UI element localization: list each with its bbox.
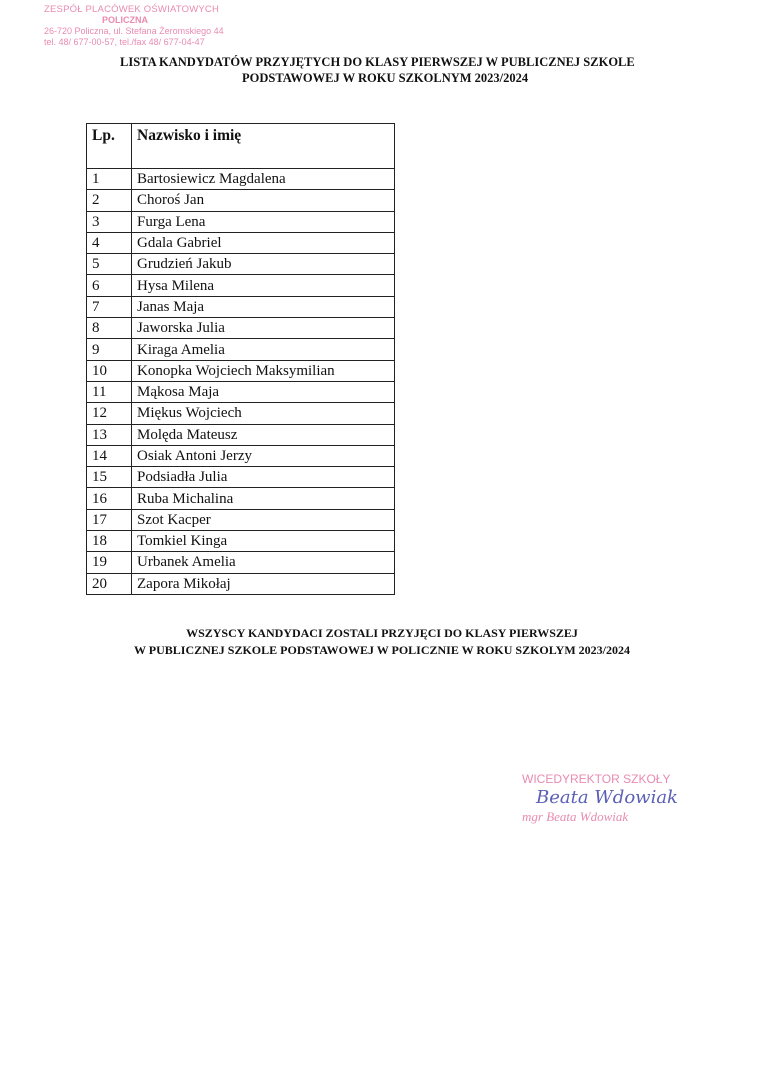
- candidates-table: [86, 123, 395, 595]
- candidate-name: Gdala Gabriel: [132, 232, 395, 253]
- table-row: [87, 254, 395, 275]
- candidate-name: Jaworska Julia: [132, 318, 395, 339]
- row-number: 13: [87, 424, 132, 445]
- row-number: 11: [87, 381, 132, 402]
- candidate-name: Hysa Milena: [132, 275, 395, 296]
- candidate-name: Kiraga Amelia: [132, 339, 395, 360]
- table-header-row: [87, 124, 395, 169]
- row-number: 20: [87, 573, 132, 594]
- row-number: 15: [87, 467, 132, 488]
- title-line-1: LISTA KANDYDATÓW PRZYJĘTYCH DO KLASY PIERWSZEJ W PUBLICZNEJ SZKOLE: [120, 55, 635, 69]
- title-line-2: PODSTAWOWEJ W ROKU SZKOLNYM 2023/2024: [242, 71, 529, 85]
- signer-role: WICEDYREKTOR SZKOŁY: [522, 772, 671, 786]
- row-number: 10: [87, 360, 132, 381]
- row-number: 1: [87, 169, 132, 190]
- table-row: [87, 232, 395, 253]
- candidate-name: Szot Kacper: [132, 509, 395, 530]
- header-lp: Lp.: [87, 124, 132, 169]
- row-number: 17: [87, 509, 132, 530]
- candidate-name: Ruba Michalina: [132, 488, 395, 509]
- candidate-name: Urbanek Amelia: [132, 552, 395, 573]
- table-row: [87, 488, 395, 509]
- stamp-line: 26-720 Policzna, ul. Stefana Żeromskiego 44: [44, 26, 224, 36]
- table-row: [87, 467, 395, 488]
- row-number: 3: [87, 211, 132, 232]
- candidate-name: Molęda Mateusz: [132, 424, 395, 445]
- row-number: 5: [87, 254, 132, 275]
- table-body: [87, 169, 395, 595]
- row-number: 12: [87, 403, 132, 424]
- row-number: 18: [87, 531, 132, 552]
- table-row: [87, 445, 395, 466]
- table-row: [87, 424, 395, 445]
- candidate-name: Bartosiewicz Magdalena: [132, 169, 395, 190]
- candidate-name: Janas Maja: [132, 296, 395, 317]
- row-number: 19: [87, 552, 132, 573]
- candidate-name: Grudzień Jakub: [132, 254, 395, 275]
- header-name: Nazwisko i imię: [132, 124, 395, 169]
- stamp-line: POLICZNA: [102, 15, 148, 25]
- table-row: [87, 318, 395, 339]
- table-row: [87, 573, 395, 594]
- candidate-name: Choroś Jan: [132, 190, 395, 211]
- table-row: [87, 552, 395, 573]
- table-row: [87, 211, 395, 232]
- table-row: [87, 339, 395, 360]
- candidate-name: Podsiadła Julia: [132, 467, 395, 488]
- candidate-name: Tomkiel Kinga: [132, 531, 395, 552]
- handwritten-signature: Beata Wdowiak: [536, 787, 678, 808]
- row-number: 16: [87, 488, 132, 509]
- row-number: 14: [87, 445, 132, 466]
- table-row: [87, 403, 395, 424]
- table-row: [87, 360, 395, 381]
- stamp-line: tel. 48/ 677-00-57, tel./fax 48/ 677-04-47: [44, 37, 205, 47]
- candidate-name: Furga Lena: [132, 211, 395, 232]
- school-stamp: [44, 4, 224, 48]
- table-row: [87, 531, 395, 552]
- candidate-name: Osiak Antoni Jerzy: [132, 445, 395, 466]
- candidate-name: Mąkosa Maja: [132, 381, 395, 402]
- statement-line-1: WSZYSCY KANDYDACI ZOSTALI PRZYJĘCI DO KLASY PIERWSZEJ: [186, 626, 578, 640]
- row-number: 8: [87, 318, 132, 339]
- table-row: [87, 381, 395, 402]
- candidate-name: Konopka Wojciech Maksymilian: [132, 360, 395, 381]
- candidate-name: Zapora Mikołaj: [132, 573, 395, 594]
- row-number: 2: [87, 190, 132, 211]
- table-row: [87, 275, 395, 296]
- signer-name: mgr Beata Wdowiak: [522, 809, 629, 824]
- table-row: [87, 509, 395, 530]
- candidate-name: Miękus Wojciech: [132, 403, 395, 424]
- document-title: [120, 54, 730, 86]
- statement-line-2: W PUBLICZNEJ SZKOLE PODSTAWOWEJ W POLICZNIE W ROKU SZKOLYM 2023/2024: [134, 643, 630, 657]
- table-row: [87, 190, 395, 211]
- row-number: 7: [87, 296, 132, 317]
- stamp-line: ZESPÓŁ PLACÓWEK OŚWIATOWYCH: [44, 4, 220, 15]
- row-number: 9: [87, 339, 132, 360]
- signature-stamp: [522, 772, 678, 824]
- table-row: [87, 296, 395, 317]
- table-row: [87, 169, 395, 190]
- row-number: 4: [87, 232, 132, 253]
- admission-statement: [0, 625, 764, 659]
- row-number: 6: [87, 275, 132, 296]
